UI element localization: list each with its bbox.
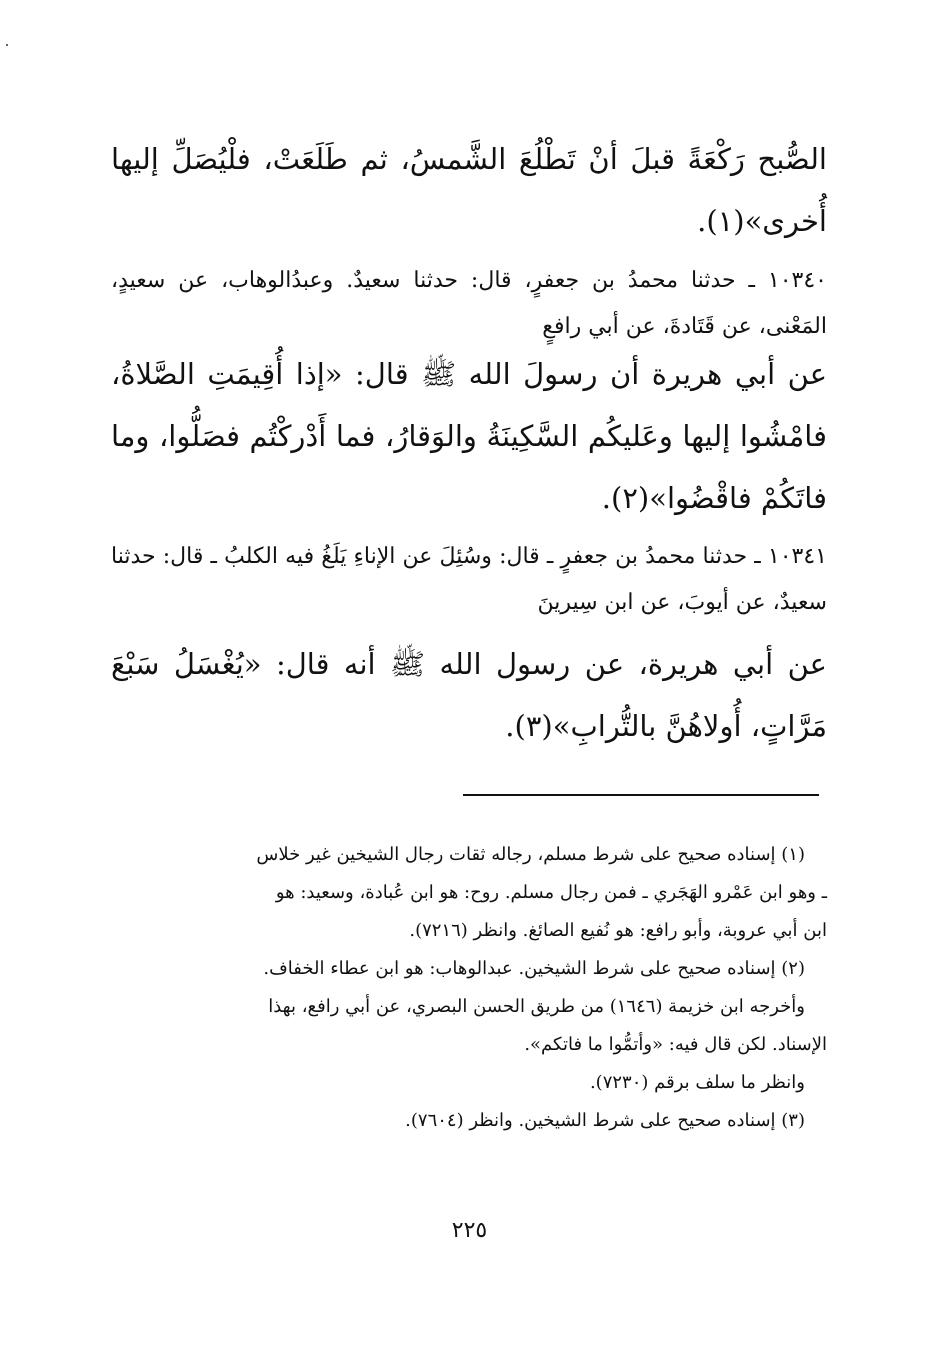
footnote-1-line-1: (١) إسناده صحيح على شرط مسلم، رجاله ثقات رجال الشيخين غير خلاس xyxy=(256,844,805,865)
hadith-10340-text: عن أبي هريرة أن رسولَ الله ﷺ قال: «إذا أُقِيمَتِ الصَّلاةُ، فامْشُوا إليها وعَليكُم السَّكِينَةُ والوَقارُ، فما أَدْركْتُم فصَلُّوا، وما فاتَكُمْ فاقْضُوا»(٢). xyxy=(111,357,827,515)
scan-speck xyxy=(6,44,8,46)
hadith-10340-chain: ١٠٣٤٠ ـ حدثنا محمدُ بن جعفرٍ، قال: حدثنا سعيدٌ. وعبدُالوهاب، عن سعيدٍ، المَعْنى، عن قَتَادةَ، عن أبي رافعٍ xyxy=(111,268,827,339)
hadith-10341-text: عن أبي هريرة، عن رسول الله ﷺ أنه قال: «يُغْسَلُ سَبْعَ مَرَّاتٍ، أُولاهُنَّ بالتُّرابِ»(٣). xyxy=(111,647,827,743)
footnote-2-line-2: وأخرجه ابن خزيمة (١٦٤٦) من طريق الحسن البصري، عن أبي رافع، بهذا xyxy=(268,996,805,1017)
hadith-continuation-text: الصُّبح رَكْعَةً قبلَ أنْ تَطْلُعَ الشَّمسُ، ثم طَلَعَتْ، فلْيُصَلِّ إليها أُخرى»(١). xyxy=(111,142,827,238)
footnote-2-line-3: الإسناد. لكن قال فيه: «وأتمُّوا ما فاتكم». xyxy=(524,1034,827,1055)
footnote-2-line-1: (٢) إسناده صحيح على شرط الشيخين. عبدالوهاب: هو ابن عطاء الخفاف. xyxy=(263,958,805,979)
footnote-3-line-1: (٣) إسناده صحيح على شرط الشيخين. وانظر (٧٦٠٤). xyxy=(405,1110,805,1131)
footnote-1-line-3: ابن أبي عروبة، وأبو رافع: هو نُفيع الصائغ. وانظر (٧٢١٦). xyxy=(409,920,827,941)
hadith-10341-chain: ١٠٣٤١ ـ حدثنا محمدُ بن جعفرٍ ـ قال: وسُئِلَ عن الإناءِ يَلَغُ فيه الكلبُ ـ قال: حدثنا سعيدٌ، عن أيوبَ، عن ابن سِيرينَ xyxy=(111,544,827,615)
footnote-divider xyxy=(463,794,819,796)
footnotes xyxy=(111,836,827,1140)
page-number: ٢٢٥ xyxy=(451,1218,488,1243)
footnote-1-line-2: ـ وهو ابن عَمْرو الهَجَري ـ فمن رجال مسلم. روح: هو ابن عُبادة، وسعيد: هو xyxy=(275,882,827,903)
footnote-2-line-4: وانظر ما سلف برقم (٧٢٣٠). xyxy=(589,1072,805,1093)
